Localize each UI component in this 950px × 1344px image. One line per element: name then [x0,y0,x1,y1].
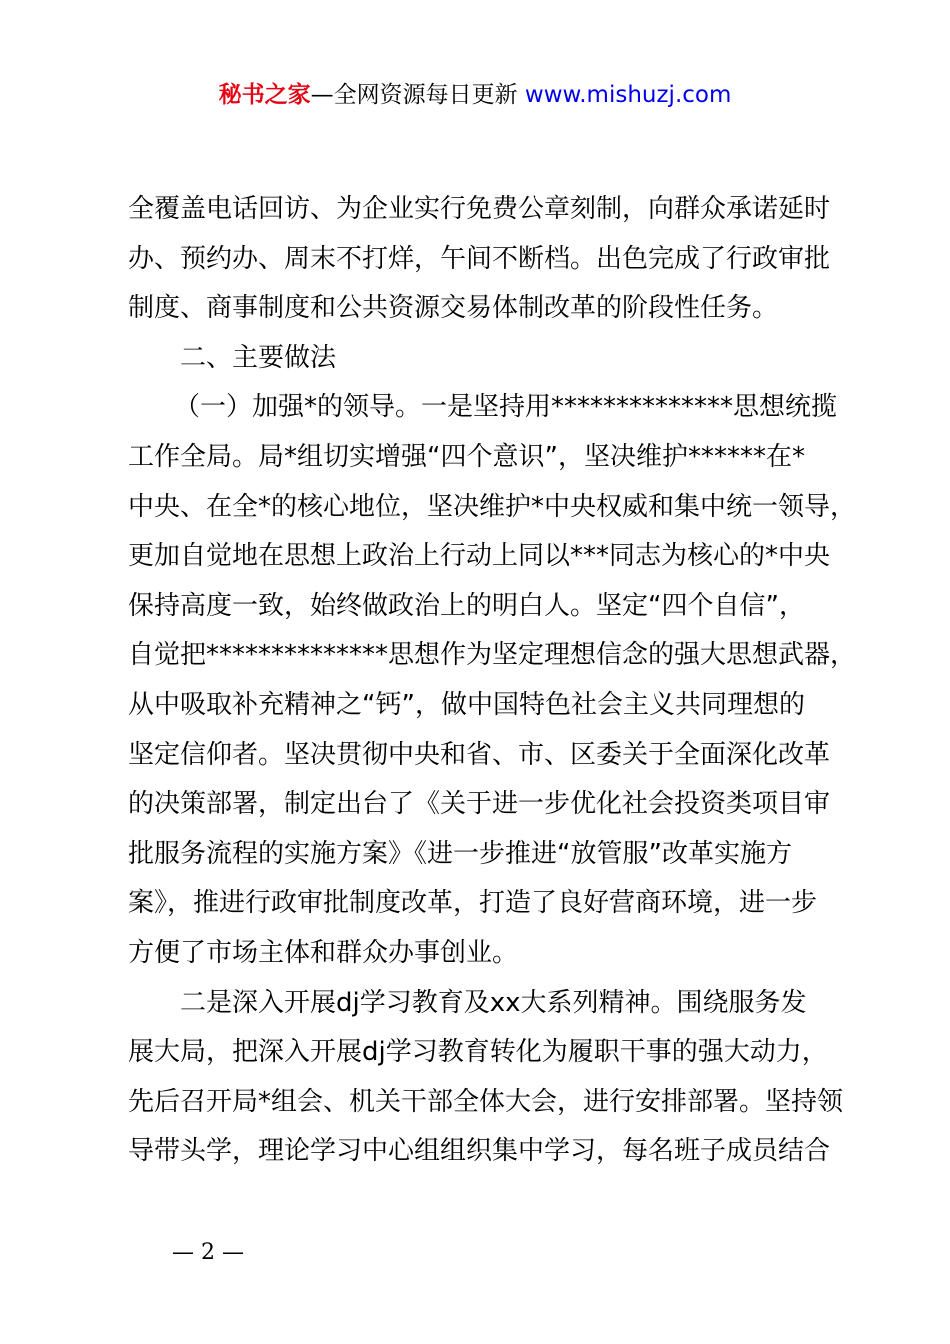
subsection-heading-line: （一）加强*的领导。一是坚持用**************思想统揽 [174,392,838,423]
text-line: 坚定信仰者。坚决贯彻中央和省、市、区委关于全面深化改革 [128,739,831,770]
brand-name: 秘书之家 [218,82,311,108]
text-line: 全覆盖电话回访、为企业实行免费公章刻制，向群众承诺延时 [128,194,831,224]
text-line: 制度、商事制度和公共资源交易体制改革的阶段性任务。 [128,293,779,324]
text-line: 的决策部署，制定出台了《关于进一步优化社会投资类项目审 [128,789,831,820]
document-body [128,185,857,1177]
header-tagline: —全网资源每日更新 [310,82,518,108]
text-line: 办、预约办、周末不打烊，午间不断档。出色完成了行政审批 [128,243,831,274]
text-line: 案》，推进行政审批制度改革，打造了良好营商环境，进一步 [128,888,818,919]
section-heading: 二、主要做法 [180,342,337,373]
text-line: 自觉把**************思想作为坚定理想信念的强大思想武器， [128,640,857,671]
text-line: 方便了市场主体和群众办事创业。 [128,937,519,968]
text-line: 中央、在全*的核心地位，坚决维护*中央权威和集中统一领导， [128,491,857,522]
text-line: 批服务流程的实施方案》《进一步推进“放管服”改革实施方 [128,838,792,869]
site-url-link[interactable]: www.mishuzj.com [524,82,732,108]
page-number: — 2 — [172,1240,244,1265]
text-line: 工作全局。局*组切实增强“四个意识”，坚决维护******在* [128,441,805,472]
text-line: 导带头学，理论学习中心组组织集中学习，每名班子成员结合 [128,1136,831,1167]
site-header [0,78,950,112]
text-line: 更加自觉地在思想上政治上行动上同以***同志为核心的*中央 [128,541,831,572]
text-line: 保持高度一致，始终做政治上的明白人。坚定“四个自信”， [128,590,805,621]
paragraph-start-line: 二是深入开展dj学习教育及xx大系列精神。围绕服务发 [180,987,807,1018]
text-line: 展大局，把深入开展dj学习教育转化为履职干事的强大动力， [128,1037,828,1068]
text-line: 从中吸取补充精神之“钙”，做中国特色社会主义共同理想的 [128,689,805,720]
text-line: 先后召开局*组会、机关干部全体大会，进行安排部署。坚持领 [128,1086,844,1117]
